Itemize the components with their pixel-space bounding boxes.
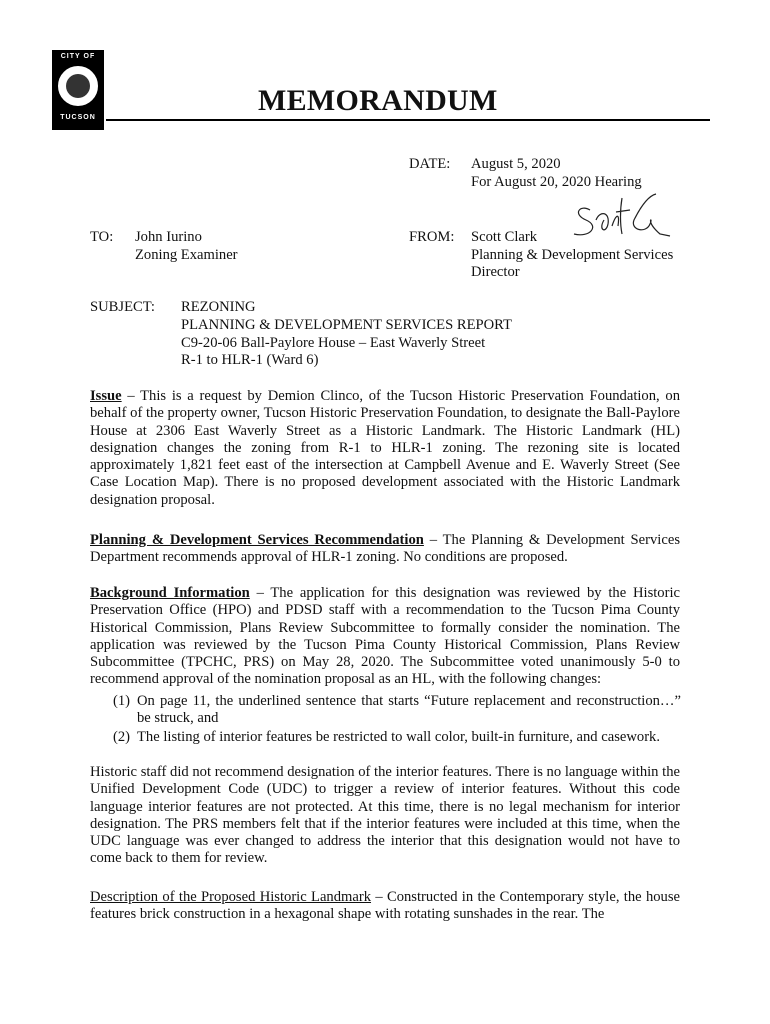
city-seal-logo — [52, 50, 104, 130]
list-item-text: The listing of interior features be restricted to wall color, built-in furniture, and casework. — [137, 729, 660, 745]
background-heading: Background Information — [90, 585, 250, 601]
background-text: – The application for this designation was reviewed by the Historic Preservation Office (HPO) and PDSD staff with a recommendation to the Tucson Pima County Historical Commission, Plans Review Subcommittee to formally consider the nomination. The application was reviewed by the Tucson Pima County Historical Commission, Plans Review Subcommittee (TPCHC, PRS) on May 28, 2020. The Subcommittee voted unanimously 5-0 to recommend approval of the nomination proposal as an HL, with the following changes: — [90, 585, 680, 688]
description-text: – Constructed in the Contemporary style, the house features brick construction in a hexagonal shape with rotating sunshades in the rear. The — [90, 889, 681, 923]
recommendation-paragraph — [90, 532, 680, 567]
issue-text: – This is a request by Demion Clinco, of the Tucson Historic Preservation Foundation, on behalf of the property owner, Tucson Historic Preservation Foundation, to designate the Ball-Paylore House at 2306 East Waverly Street as a Historic Landmark. The Historic Landmark (HL) designation changes the zoning from R-1 to HLR-1 zoning. The rezoning site is located approximately 1,821 feet east of the intersection at Campbell Avenue and E. Waverly Street (See Case Location Map). There is no proposed development associated with the Historic Landmark designation proposal. — [90, 388, 680, 508]
list-item-number: (2) — [113, 729, 131, 745]
subject-line-1: REZONING — [181, 299, 256, 315]
subject-label: SUBJECT: — [90, 299, 155, 315]
date-value: August 5, 2020 — [471, 156, 561, 172]
from-name: Scott Clark — [471, 229, 538, 245]
to-label: TO: — [90, 229, 114, 245]
from-label: FROM: — [409, 229, 455, 245]
recommendation-text: – The Planning & Development Services Department recommends approval of HLR-1 zoning. No conditions are proposed. — [90, 532, 680, 566]
subject-line-4: R-1 to HLR-1 (Ward 6) — [181, 352, 319, 368]
issue-paragraph — [90, 388, 680, 509]
list-item — [113, 693, 681, 728]
seal-bottom-text: TUCSON — [60, 114, 96, 121]
memo-title: MEMORANDUM — [258, 84, 498, 117]
from-title-2: Director — [471, 264, 520, 280]
signature-image — [560, 190, 675, 250]
subject-line-3: C9-20-06 Ball-Paylore House – East Waverly Street — [181, 335, 486, 351]
hearing-date: For August 20, 2020 Hearing — [471, 174, 642, 190]
to-title: Zoning Examiner — [135, 247, 238, 263]
list-item — [113, 729, 681, 746]
description-heading: Description of the Proposed Historic Landmark — [90, 889, 372, 905]
historic-staff-paragraph: Historic staff did not recommend designation of the interior features. There is no language within the Unified Development Code (UDC) to trigger a review of interior features. Without this code language interior features are not protected. At this time, there is no legal mechanism for interior designation. The PRS members felt that if the interior features were included at this time, when the UDC language was ever changed to address the interior that this designation would not have to come back to them for review. — [90, 764, 680, 867]
from-title-1: Planning & Development Services — [471, 247, 674, 263]
to-name: John Iurino — [135, 229, 202, 245]
description-paragraph — [90, 889, 680, 924]
title-rule — [106, 119, 710, 121]
date-label: DATE: — [409, 156, 451, 172]
background-paragraph — [90, 585, 680, 689]
list-item-number: (1) — [113, 693, 131, 709]
recommendation-heading: Planning & Development Services Recommendation — [90, 532, 424, 548]
list-item-text: On page 11, the underlined sentence that starts “Future replacement and reconstruction…” be struck, and — [137, 693, 681, 727]
seal-ring — [56, 64, 100, 108]
seal-top-text: CITY OF — [60, 53, 96, 60]
subject-line-2: PLANNING & DEVELOPMENT SERVICES REPORT — [181, 317, 512, 333]
issue-heading: Issue — [90, 388, 122, 404]
